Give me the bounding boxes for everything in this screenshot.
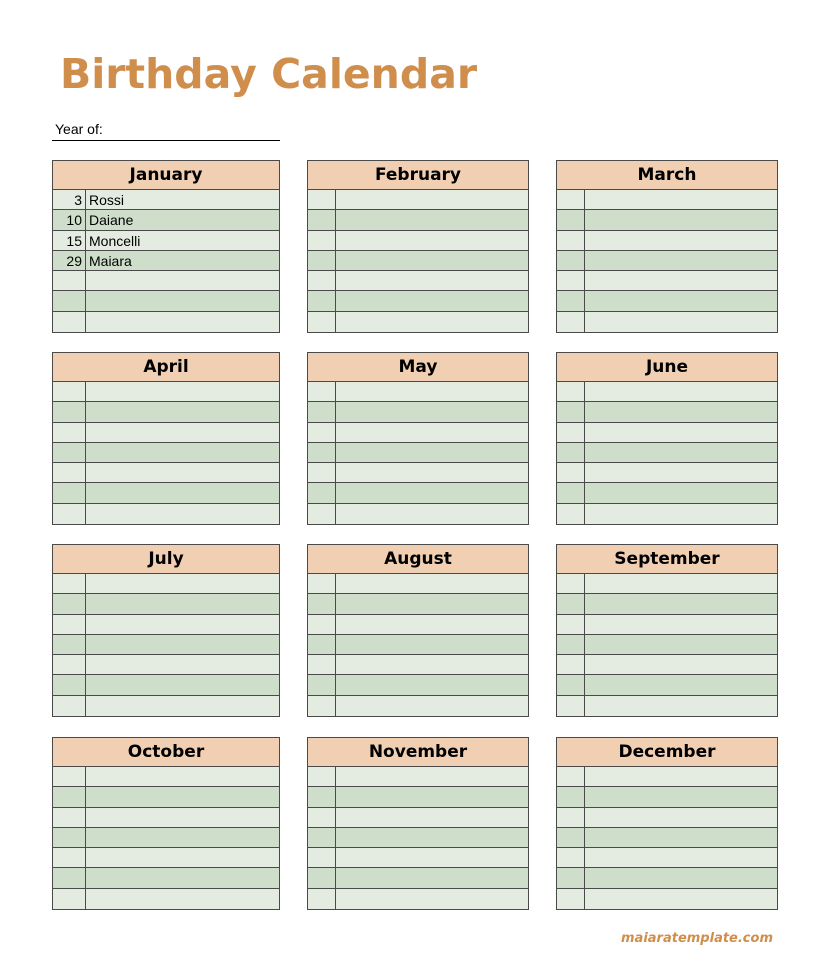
month-header: November [308,738,528,767]
day-cell[interactable] [53,787,86,806]
day-cell[interactable] [53,615,86,634]
birthday-row [557,382,777,402]
day-cell[interactable] [308,382,336,401]
name-cell[interactable] [86,828,279,847]
month-header: March [557,161,777,190]
day-cell[interactable] [53,594,86,613]
day-cell[interactable] [308,696,336,716]
name-cell[interactable] [336,889,528,909]
name-cell[interactable] [86,483,279,502]
name-cell[interactable] [585,675,777,694]
day-cell[interactable]: 29 [53,251,86,270]
birthday-row [308,210,528,230]
day-cell[interactable] [308,615,336,634]
birthday-row [557,463,777,483]
name-cell[interactable] [585,402,777,421]
month-table-march [556,160,778,333]
day-cell[interactable] [557,312,585,332]
day-cell[interactable]: 15 [53,231,86,250]
name-cell[interactable]: Rossi [89,192,125,208]
day-cell[interactable] [53,848,86,867]
birthday-row [53,210,279,230]
birthday-row [557,675,777,695]
birthday-row [308,675,528,695]
birthday-row [308,574,528,594]
name-cell[interactable] [86,504,279,524]
name-cell[interactable] [585,655,777,674]
day-cell[interactable] [557,594,585,613]
birthday-row [53,868,279,888]
day-cell[interactable] [308,767,336,786]
birthday-row [53,443,279,463]
month-table-january [52,160,280,333]
birthday-row [557,594,777,614]
day-cell[interactable] [53,382,86,401]
day-cell[interactable] [557,675,585,694]
name-cell[interactable] [585,828,777,847]
name-cell[interactable] [585,291,777,310]
day-cell[interactable] [308,868,336,887]
name-cell[interactable] [86,655,279,674]
birthday-row [308,615,528,635]
day-cell[interactable] [557,251,585,270]
name-cell[interactable] [86,787,279,806]
birthday-row [53,382,279,402]
day-cell[interactable] [308,635,336,654]
month-table-october [52,737,280,910]
birthday-row [53,231,279,251]
name-cell[interactable] [336,210,528,229]
day-cell[interactable] [308,402,336,421]
name-cell[interactable] [336,828,528,847]
name-cell[interactable] [86,615,279,634]
name-cell[interactable] [336,594,528,613]
day-cell[interactable] [557,787,585,806]
day-cell[interactable]: 3 [53,190,86,209]
month-header: August [308,545,528,574]
birthday-row [53,574,279,594]
birthday-row [557,443,777,463]
day-cell[interactable] [557,291,585,310]
birthday-row [557,423,777,443]
name-cell[interactable] [86,767,279,786]
birthday-row [308,291,528,311]
birthday-row [308,423,528,443]
day-cell[interactable] [53,423,86,442]
day-cell[interactable] [308,190,336,209]
day-cell[interactable] [308,443,336,462]
birthday-row [557,504,777,524]
name-cell[interactable] [336,271,528,290]
day-cell[interactable] [308,251,336,270]
name-cell[interactable] [336,312,528,332]
day-cell[interactable] [557,382,585,401]
name-cell[interactable] [336,868,528,887]
name-cell[interactable] [86,635,279,654]
day-cell[interactable] [308,210,336,229]
birthday-row [53,675,279,695]
month-table-july [52,544,280,717]
birthday-row [53,483,279,503]
birthday-row [557,312,777,332]
birthday-row [557,828,777,848]
name-cell[interactable] [86,696,279,716]
name-cell[interactable] [585,594,777,613]
name-cell[interactable] [86,382,279,401]
day-cell[interactable] [557,210,585,229]
birthday-row [557,868,777,888]
day-cell[interactable] [308,231,336,250]
year-label: Year of: [55,121,103,137]
birthday-row [308,655,528,675]
birthday-row [308,787,528,807]
birthday-row [308,463,528,483]
month-header: January [53,161,279,190]
day-cell[interactable] [557,889,585,909]
birthday-row [308,382,528,402]
name-cell[interactable] [585,848,777,867]
name-cell[interactable] [86,675,279,694]
birthday-row [53,594,279,614]
day-cell[interactable] [308,504,336,524]
name-cell[interactable] [336,675,528,694]
month-header: December [557,738,777,767]
birthday-row [53,423,279,443]
name-cell[interactable] [585,382,777,401]
birthday-row [53,312,279,332]
name-cell[interactable] [336,423,528,442]
month-header: July [53,545,279,574]
day-cell[interactable] [53,655,86,674]
month-header: October [53,738,279,767]
birthday-row [53,889,279,909]
birthday-row [557,635,777,655]
birthday-row [53,655,279,675]
birthday-row [53,828,279,848]
month-table-september [556,544,778,717]
name-cell[interactable] [86,574,279,593]
day-cell[interactable] [557,635,585,654]
day-cell[interactable] [557,767,585,786]
month-header: February [308,161,528,190]
birthday-row [53,615,279,635]
month-table-april [52,352,280,525]
day-cell[interactable] [53,291,86,310]
birthday-row [53,271,279,291]
birthday-row [308,231,528,251]
month-header: September [557,545,777,574]
birthday-row [557,574,777,594]
birthday-row [557,655,777,675]
day-cell[interactable] [308,271,336,290]
day-cell[interactable] [53,808,86,827]
day-cell[interactable] [53,574,86,593]
birthday-row [308,312,528,332]
month-header: June [557,353,777,382]
birthday-row [53,848,279,868]
day-cell[interactable] [53,767,86,786]
day-cell[interactable] [557,402,585,421]
day-cell[interactable] [308,463,336,482]
birthday-row [557,291,777,311]
name-cell[interactable] [585,787,777,806]
day-cell[interactable] [308,655,336,674]
day-cell[interactable] [308,423,336,442]
day-cell[interactable] [53,312,86,332]
day-cell[interactable] [557,615,585,634]
name-cell[interactable] [585,210,777,229]
name-cell[interactable]: Maiara [89,252,132,269]
birthday-row [557,210,777,230]
birthday-row [308,848,528,868]
birthday-row [53,787,279,807]
day-cell[interactable] [557,504,585,524]
day-cell[interactable] [557,231,585,250]
day-cell[interactable] [557,655,585,674]
name-cell[interactable] [585,574,777,593]
day-cell[interactable] [53,828,86,847]
name-cell[interactable] [86,271,279,290]
name-cell[interactable] [336,291,528,310]
name-cell[interactable] [336,848,528,867]
name-cell[interactable] [585,271,777,290]
day-cell[interactable] [557,443,585,462]
name-cell[interactable] [86,463,279,482]
day-cell[interactable] [557,463,585,482]
name-cell[interactable] [86,402,279,421]
day-cell[interactable] [308,594,336,613]
month-table-november [307,737,529,910]
name-cell[interactable] [585,635,777,654]
name-cell[interactable] [86,291,279,310]
day-cell[interactable] [53,443,86,462]
day-cell[interactable] [53,675,86,694]
month-table-may [307,352,529,525]
name-cell[interactable] [336,504,528,524]
birthday-row [557,808,777,828]
name-cell[interactable] [585,231,777,250]
birthday-row [53,696,279,716]
birthday-row [308,190,528,210]
birthday-row [53,767,279,787]
day-cell[interactable] [557,190,585,209]
name-cell[interactable] [336,808,528,827]
day-cell[interactable] [308,312,336,332]
birthday-row [308,696,528,716]
birthday-row [308,889,528,909]
name-cell[interactable] [336,787,528,806]
day-cell[interactable]: 10 [53,210,86,229]
day-cell[interactable] [557,271,585,290]
month-table-december [556,737,778,910]
birthday-row [53,635,279,655]
month-table-august [307,544,529,717]
name-cell[interactable] [86,312,279,332]
name-cell[interactable] [585,767,777,786]
name-cell[interactable] [585,423,777,442]
birthday-row [557,787,777,807]
day-cell[interactable] [308,291,336,310]
birthday-row [53,504,279,524]
name-cell[interactable] [585,889,777,909]
birthday-row [308,767,528,787]
birthday-row [557,190,777,210]
month-header: May [308,353,528,382]
name-cell[interactable] [336,402,528,421]
birthday-row [557,271,777,291]
name-cell[interactable] [336,615,528,634]
day-cell[interactable] [308,483,336,502]
name-cell[interactable] [585,443,777,462]
name-cell[interactable] [585,251,777,270]
day-cell[interactable] [53,635,86,654]
birthday-row [557,483,777,503]
birthday-row [557,767,777,787]
birthday-row [308,808,528,828]
day-cell[interactable] [308,675,336,694]
name-cell[interactable] [336,251,528,270]
birthday-row [308,828,528,848]
day-cell[interactable] [53,696,86,716]
name-cell[interactable] [585,615,777,634]
month-table-february [307,160,529,333]
name-cell[interactable] [86,423,279,442]
day-cell[interactable] [53,402,86,421]
day-cell[interactable] [557,808,585,827]
credit-text: maiaratemplate.com [621,931,773,946]
birthday-row [53,402,279,422]
day-cell[interactable] [53,271,86,290]
day-cell[interactable] [557,423,585,442]
day-cell[interactable] [308,889,336,909]
birthday-row [308,483,528,503]
name-cell[interactable] [336,655,528,674]
name-cell[interactable] [585,696,777,716]
name-cell[interactable]: Moncelli [89,232,141,249]
birthday-row [308,443,528,463]
name-cell[interactable] [585,190,777,209]
day-cell[interactable] [557,696,585,716]
birthday-row [308,868,528,888]
day-cell[interactable] [557,848,585,867]
name-cell[interactable] [585,808,777,827]
name-cell[interactable] [585,463,777,482]
day-cell[interactable] [308,848,336,867]
name-cell[interactable] [86,808,279,827]
day-cell[interactable] [53,504,86,524]
name-cell[interactable] [336,231,528,250]
birthday-row [53,190,279,210]
birthday-row [308,594,528,614]
name-cell[interactable] [585,312,777,332]
day-cell[interactable] [308,787,336,806]
birthday-row [53,808,279,828]
day-cell[interactable] [557,483,585,502]
birthday-row [557,251,777,271]
birthday-row [53,291,279,311]
birthday-row [557,696,777,716]
name-cell[interactable] [336,574,528,593]
birthday-row [557,615,777,635]
birthday-row [308,251,528,271]
birthday-row [557,402,777,422]
name-cell[interactable] [86,594,279,613]
name-cell[interactable] [86,868,279,887]
name-cell[interactable] [336,696,528,716]
day-cell[interactable] [308,828,336,847]
name-cell[interactable] [336,635,528,654]
day-cell[interactable] [557,828,585,847]
birthday-row [557,848,777,868]
day-cell[interactable] [53,868,86,887]
birthday-row [557,231,777,251]
name-cell[interactable] [585,483,777,502]
name-cell[interactable] [336,463,528,482]
birthday-row [53,463,279,483]
name-cell[interactable] [86,889,279,909]
name-cell[interactable] [585,868,777,887]
birthday-row [557,889,777,909]
birthday-row [53,251,279,271]
name-cell[interactable] [86,443,279,462]
page-title: Birthday Calendar [60,50,478,98]
name-cell[interactable] [585,504,777,524]
day-cell[interactable] [557,574,585,593]
name-cell[interactable] [86,848,279,867]
birthday-row [308,271,528,291]
birthday-row [308,635,528,655]
birthday-row [308,504,528,524]
month-header: April [53,353,279,382]
name-cell[interactable] [336,483,528,502]
day-cell[interactable] [557,868,585,887]
birthday-row [308,402,528,422]
name-cell[interactable]: Daiane [89,212,134,229]
name-cell[interactable] [336,443,528,462]
name-cell[interactable] [336,767,528,786]
day-cell[interactable] [308,808,336,827]
day-cell[interactable] [53,463,86,482]
day-cell[interactable] [53,889,86,909]
day-cell[interactable] [53,483,86,502]
name-cell[interactable] [336,382,528,401]
day-cell[interactable] [308,574,336,593]
month-table-june [556,352,778,525]
name-cell[interactable] [336,190,528,209]
